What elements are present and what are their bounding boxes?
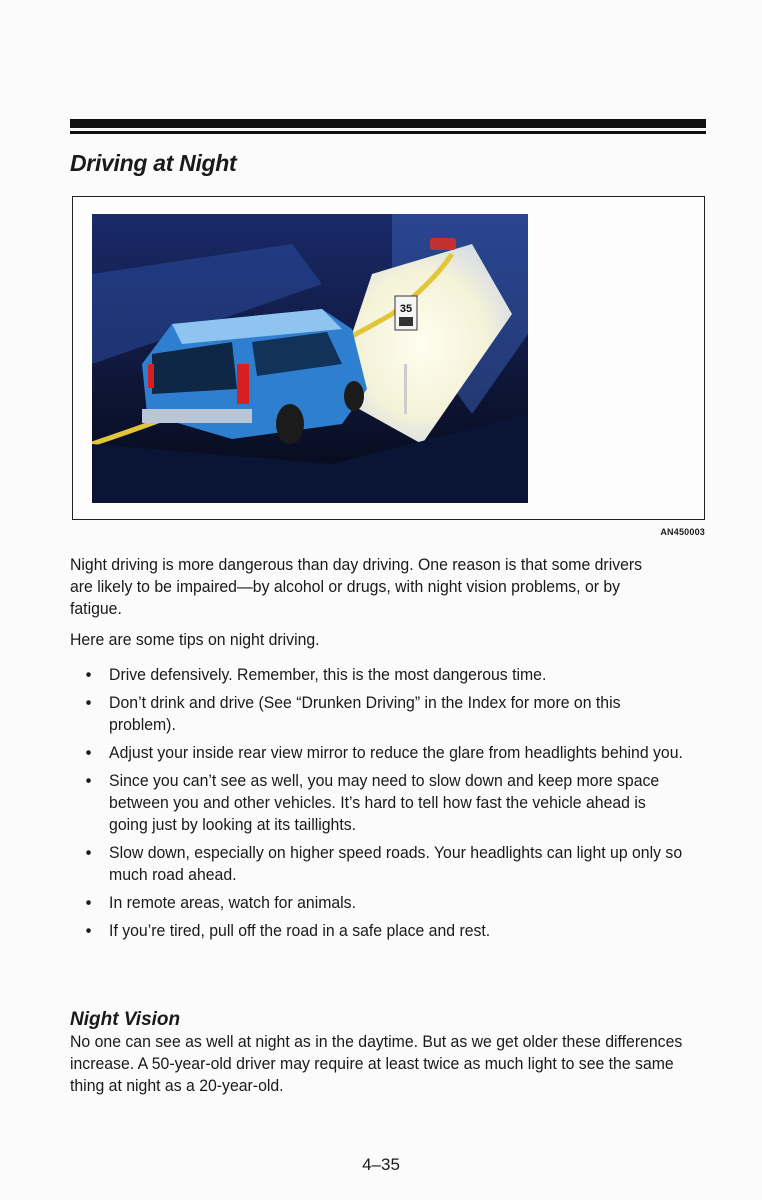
speed-sign-legend [399, 317, 413, 326]
figure-frame [72, 196, 705, 520]
bullet-icon: • [85, 893, 92, 912]
tip-text: If you’re tired, pull off the road in a safe place and rest. [109, 921, 491, 940]
bullet-icon: • [85, 743, 92, 762]
list-item [70, 742, 684, 764]
bullet-icon: • [85, 693, 92, 712]
list-item [70, 692, 684, 736]
night-driving-tips-list [70, 664, 684, 948]
tip-text: Don’t drink and drive (See “Drunken Driving” in the Index for more on this problem). [109, 693, 621, 734]
bullet-icon: • [85, 921, 92, 940]
bullet-icon: • [85, 771, 92, 790]
list-item [70, 920, 684, 942]
bullet-icon: • [85, 843, 92, 862]
figure-code: AN450003 [660, 527, 705, 537]
left-taillight [148, 364, 154, 388]
sign-post [404, 364, 407, 414]
list-item [70, 770, 684, 836]
night-driving-illustration [92, 214, 528, 503]
section-title: Driving at Night [70, 150, 237, 176]
tip-text: Since you can’t see as well, you may need to slow down and keep more space between you and other vehicles. It’s hard to tell how fast the vehicle ahead is going just by looking at its taillights. [109, 771, 660, 834]
night-vision-heading: Night Vision [70, 1009, 181, 1030]
right-taillight [237, 364, 249, 404]
list-item [70, 842, 684, 886]
intro-paragraph: Night driving is more dangerous than day driving. One reason is that some drivers are likely to be impaired—by alcohol or drugs, with night vision problems, or by fatigue. [70, 555, 643, 618]
header-rule-thin [70, 131, 706, 134]
tip-text: Drive defensively. Remember, this is the most dangerous time. [109, 665, 547, 684]
speed-limit-value: 35 [399, 303, 413, 315]
tip-text: Slow down, especially on higher speed roads. Your headlights can light up only so much road ahead. [109, 843, 683, 884]
page-number: 4–35 [362, 1155, 400, 1174]
list-item [70, 892, 684, 914]
bullet-icon: • [85, 665, 92, 684]
tips-intro: Here are some tips on night driving. [70, 630, 320, 649]
rear-bumper [142, 409, 252, 423]
header-rule-thick [70, 119, 706, 128]
night-scene-svg [92, 214, 528, 503]
rear-wheel [276, 404, 304, 444]
tip-text: In remote areas, watch for animals. [109, 893, 356, 912]
night-vision-paragraph: No one can see as well at night as in the daytime. But as we get older these differences increase. A 50-year-old driver may require at least twice as much light to see the same thing at night as a 20-year-old. [70, 1032, 683, 1095]
front-wheel [344, 381, 364, 411]
distant-car [430, 238, 456, 250]
list-item [70, 664, 684, 686]
tip-text: Adjust your inside rear view mirror to reduce the glare from headlights behind you. [109, 743, 683, 762]
